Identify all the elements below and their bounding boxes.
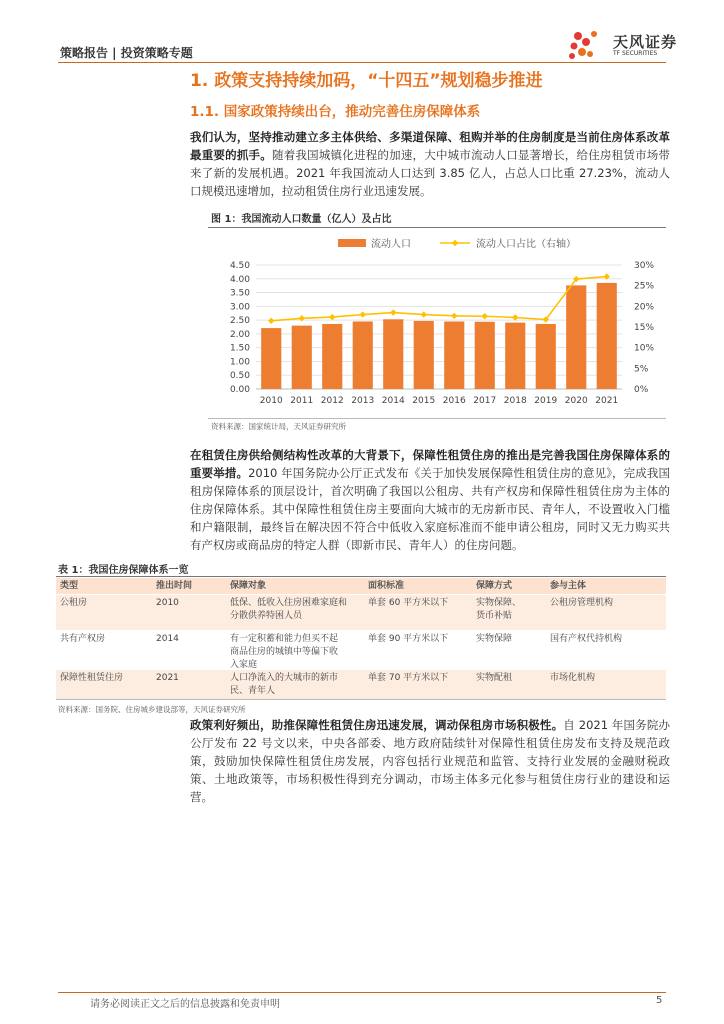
housing-table [56, 578, 666, 700]
table-caption: 表 1：我国住房保障体系一览 [58, 565, 189, 576]
right-tick-label: 25% [634, 281, 655, 292]
legend-bar-swatch [338, 239, 366, 247]
table-cell: 单套 70 平方米以下 [368, 673, 449, 683]
brand-subtitle: TF SECURITIES [613, 50, 658, 57]
paragraph-1-text: 随着我国城镇化进程的加速，大中城市流动人口显著增长，给住房租赁市场带来了新的发展机遇。2021 年我国流动人口达到 3.85 亿人，占总人口比重 27.23%，流动人口规模迅速增加，拉动租赁住房行业迅速发展。 [190, 148, 671, 198]
bar-2015 [414, 321, 434, 389]
bar-2013 [353, 321, 373, 389]
left-tick-label: 4.50 [229, 261, 250, 271]
table-cell: 参与主体 [550, 581, 587, 591]
footer-disclaimer: 请务必阅读正文之后的信息披露和免责申明 [90, 999, 280, 1010]
table-cell: 类型 [60, 581, 79, 591]
table-header-row [56, 578, 666, 594]
line-series-ratio [271, 277, 607, 321]
table-cell: 面积标准 [368, 581, 405, 591]
table-cell: 单套 90 平方米以下 [368, 634, 449, 644]
x-tick-label: 2011 [290, 396, 314, 406]
left-tick-label: 2.00 [229, 329, 250, 340]
subsection-heading: 1.1. 国家政策持续出台，推动完善住房保障体系 [190, 104, 481, 120]
table-bottom-rule [56, 699, 666, 700]
figure-caption: 图 1：我国流动人口数量（亿人）及占比 [211, 214, 392, 225]
table-cell: 单套 60 平方米以下 [368, 598, 449, 608]
right-tick-label: 0% [634, 385, 649, 395]
paragraph-1 [190, 128, 670, 200]
x-tick-label: 2016 [442, 396, 466, 406]
line-point-2014 [390, 309, 396, 315]
figure-top-rule [208, 227, 666, 228]
paragraph-3-text: 自 2021 年国务院办公厅发布 22 号文以来，中央各部委、地方政府陆续针对保障性租赁住房发布支持及规范政策，鼓励加快保障性租赁住房发展，内容包括行业规范和监管、支持行业发展的金融财税政策、土地政策等，市场积极性得到充分调动，市场主体多元化参与租赁住房行业的建设和运营。 [190, 718, 670, 804]
bar-2016 [444, 321, 464, 389]
right-tick-label: 30% [634, 261, 655, 271]
paragraph-1-bold: 我们认为，坚持推动建立多主体供给、多渠道保障、租购并举的住房制度是当前住房体系改革最重要的抓手。 [190, 130, 670, 162]
legend-line-marker [452, 240, 458, 246]
table-cell: 人口净流入的大城市的新市 民、青年人 [230, 673, 339, 696]
line-point-2010 [268, 318, 274, 324]
table-cell: 实物保障 [476, 634, 513, 644]
table-cell: 低保、低收入住房困难家庭和 分散供养特困人员 [230, 598, 348, 621]
table-row [56, 631, 666, 669]
left-tick-label: 3.50 [229, 288, 250, 299]
line-point-2015 [421, 311, 427, 317]
line-point-2017 [482, 313, 488, 319]
right-tick-label: 10% [634, 343, 655, 354]
bar-2010 [261, 328, 281, 389]
x-tick-label: 2012 [320, 396, 344, 406]
table-cell: 保障性租赁住房 [60, 673, 124, 683]
table-source: 资料来源：国务院、住房城乡建设部等，天风证券研究所 [58, 705, 246, 714]
line-point-2013 [360, 311, 366, 317]
right-tick-label: 20% [634, 302, 655, 313]
table-cell: 有一定积蓄和能力但买不起 商品住房的城镇中等偏下收 入家庭 [230, 634, 339, 670]
left-tick-label: 1.00 [229, 357, 250, 368]
table-cell: 市场化机构 [550, 673, 596, 683]
population-chart [208, 229, 666, 416]
table-cell: 共有产权房 [60, 634, 106, 644]
table-cell: 国有产权代持机构 [550, 634, 623, 644]
left-tick-label: 0.00 [229, 385, 250, 395]
bar-2014 [383, 319, 403, 389]
table-cell: 实物配租 [476, 673, 513, 683]
table-cell: 公租房管理机构 [550, 598, 614, 608]
line-point-2016 [451, 313, 457, 319]
x-tick-label: 2013 [351, 396, 375, 406]
paragraph-2-text: 2010 年国务院办公厅正式发布《关于加快发展保障性租赁住房的意见》，完成我国租房保障体系的顶层设计，首次明确了我国以公租房、共有产权房和保障性租赁住房为主体的住房保障体系。其中保障性租赁住房主要面向大城市的无房新市民、青年人，不设置收入门槛和户籍限制，最终旨在解决因不符合中低收入家庭标准而不能申请公租房，同时又无力购买共有产权房或商品房的特定人群（即新市民、青年人）的住房问题。 [190, 466, 671, 552]
x-tick-label: 2010 [259, 396, 283, 406]
section-heading: 1. 政策支持持续加码，“十四五”规划稳步推进 [190, 71, 543, 91]
left-tick-label: 2.50 [229, 316, 250, 327]
paragraph-3 [190, 716, 670, 806]
left-tick-label: 0.50 [229, 371, 250, 382]
left-tick-label: 1.50 [229, 343, 250, 354]
left-tick-label: 4.00 [229, 274, 250, 285]
table-cell: 2021 [156, 673, 179, 683]
x-tick-label: 2020 [564, 396, 588, 406]
header-divider [58, 62, 666, 63]
table-cell: 保障对象 [230, 581, 267, 591]
report-header: 策略报告 | 投资策略专题 [60, 46, 193, 60]
x-tick-label: 2021 [595, 396, 619, 406]
table-cell: 推出时间 [156, 581, 193, 591]
figure-bottom-rule [208, 418, 666, 419]
bar-2018 [505, 323, 525, 389]
bar-2011 [292, 326, 312, 389]
footer-divider [58, 992, 666, 993]
table-row [56, 670, 666, 700]
legend-bar-label: 流动人口 [371, 239, 411, 250]
table-top-rule [56, 576, 666, 577]
table-cell: 公租房 [60, 598, 88, 608]
paragraph-3-bold: 政策利好频出，助推保障性租赁住房迅速发展，调动保租房市场积极性。 [190, 718, 564, 732]
bar-2017 [475, 322, 495, 389]
paragraph-2-bold: 在租赁住房供给侧结构性改革的大背景下，保障性租赁住房的推出是完善我国住房保障体系的重要举措。 [190, 448, 670, 480]
page-number: 5 [656, 995, 663, 1006]
table-cell: 2010 [156, 598, 179, 608]
bar-2019 [536, 324, 556, 389]
x-tick-label: 2019 [534, 396, 558, 406]
x-tick-label: 2014 [381, 396, 405, 406]
left-tick-label: 3.00 [229, 302, 250, 313]
bar-2020 [566, 285, 586, 389]
brand-name: 天风证券 [613, 33, 678, 51]
table-cell: 实物保障、 货币补贴 [476, 598, 522, 621]
x-tick-label: 2015 [412, 396, 436, 406]
line-point-2012 [329, 314, 335, 320]
bar-2021 [597, 283, 617, 389]
figure-source: 资料来源：国家统计局，天风证券研究所 [211, 422, 346, 431]
bar-2012 [322, 324, 342, 389]
table-cell: 2014 [156, 634, 179, 644]
right-tick-label: 15% [634, 323, 655, 333]
x-tick-label: 2017 [473, 396, 497, 406]
paragraph-2 [190, 446, 670, 554]
right-tick-label: 5% [634, 364, 649, 375]
table-cell: 保障方式 [476, 581, 513, 591]
x-tick-label: 2018 [503, 396, 527, 406]
table-row [56, 595, 666, 630]
legend-line-label: 流动人口占比（右轴） [476, 239, 576, 250]
